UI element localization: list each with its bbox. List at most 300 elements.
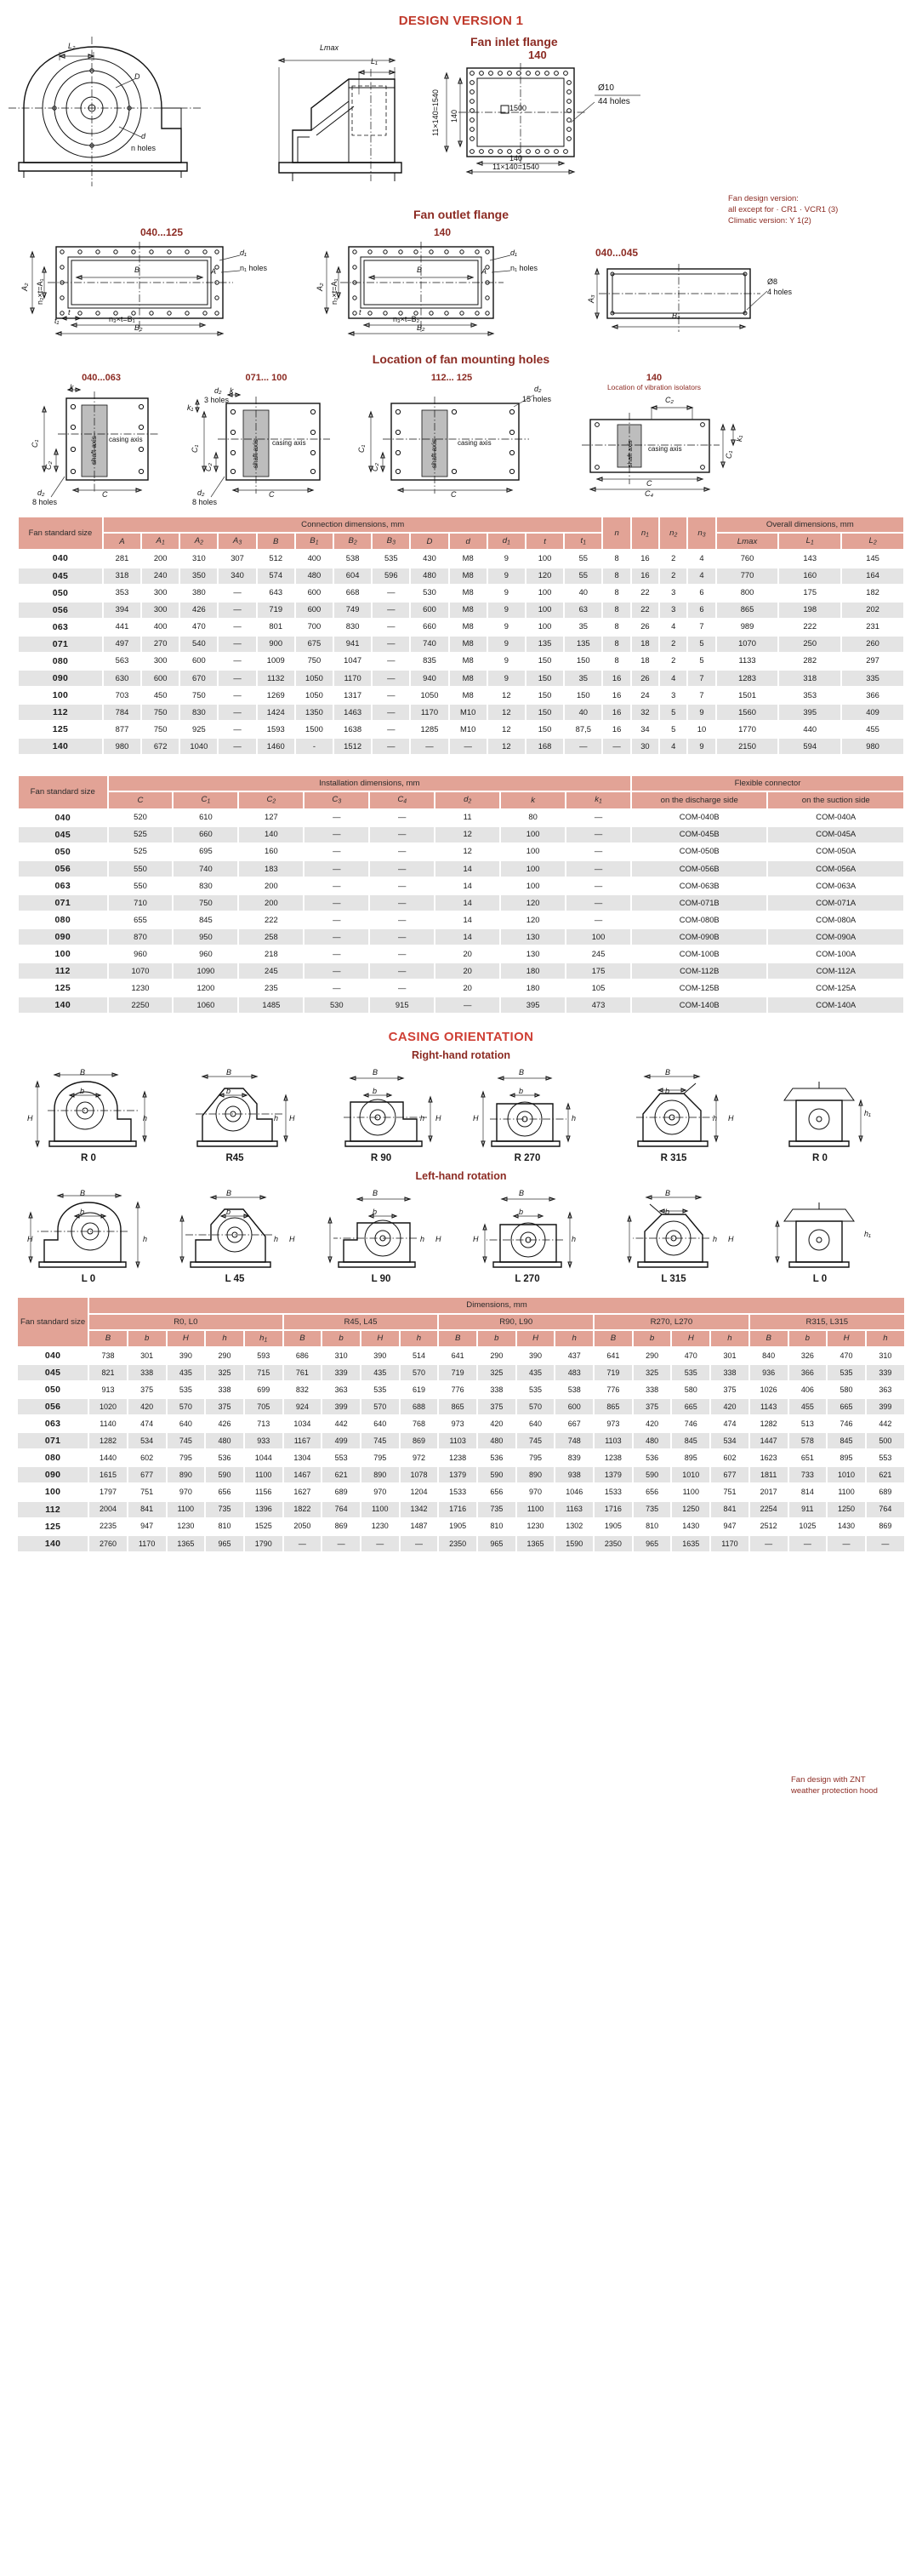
dim-C2-140: C₂ <box>665 396 674 405</box>
table-cell: 6 <box>687 585 715 602</box>
dim-diameter-10: Ø10 <box>598 83 614 93</box>
table-cell: COM-100A <box>767 945 904 962</box>
table-cell: 700 <box>295 619 333 636</box>
mounting-label-040-063: 040...063 <box>82 373 121 383</box>
dim-n3xt-B2: n₃×t=B₂ <box>393 315 420 323</box>
table-cell: 534 <box>128 1432 167 1449</box>
table-cell: — <box>218 721 256 738</box>
table-cell: — <box>218 738 256 755</box>
table-cell: 643 <box>257 585 295 602</box>
table-cell: 933 <box>244 1432 283 1449</box>
table-cell: COM-090A <box>767 928 904 945</box>
table-cell: 1250 <box>827 1501 866 1518</box>
table-cell: 745 <box>167 1432 206 1449</box>
table-row <box>18 619 904 636</box>
table-cell: — <box>372 585 410 602</box>
dim-C2-112: C₂ <box>371 463 379 471</box>
table-cell: 1070 <box>716 636 779 653</box>
right-hand-orientation-row <box>0 1066 922 1163</box>
table-cell: 1285 <box>410 721 448 738</box>
table3-group-2: R90, L90 <box>438 1314 594 1330</box>
table-cell: 300 <box>141 653 179 670</box>
dim-B-label: B <box>665 1189 671 1198</box>
table-cell: 9 <box>487 602 526 619</box>
table-cell: 1046 <box>555 1483 594 1500</box>
table3-sub-20: h <box>866 1330 905 1347</box>
dim-B-center-140: B <box>417 266 423 274</box>
table1-head-row-2 <box>18 533 904 550</box>
table-cell: 1103 <box>594 1432 633 1449</box>
table-cell: 936 <box>749 1364 788 1381</box>
table-cell: 821 <box>88 1364 128 1381</box>
dim-B-label: B <box>519 1189 525 1198</box>
table-cell: 740 <box>410 636 448 653</box>
table-cell: 80 <box>500 809 566 826</box>
table-cell: 640 <box>361 1415 400 1432</box>
dim-b-label: b <box>665 1208 670 1217</box>
table-cell: 795 <box>167 1449 206 1466</box>
dim-b-label: b <box>373 1208 378 1217</box>
table-cell: 300 <box>141 602 179 619</box>
table-cell: 895 <box>827 1449 866 1466</box>
table-cell: 760 <box>716 550 779 567</box>
table-cell: 1487 <box>400 1518 439 1535</box>
table-cell: 399 <box>322 1398 361 1415</box>
table-cell: 222 <box>238 911 304 928</box>
table-cell: 535 <box>167 1381 206 1398</box>
table-cell: 430 <box>410 550 448 567</box>
table-cell: 12 <box>487 738 526 755</box>
table-cell: 135 <box>564 636 602 653</box>
table-cell: — <box>602 738 630 755</box>
mounting-holes-row <box>0 373 922 509</box>
table-cell: 182 <box>841 585 904 602</box>
fan-side-view-drawing <box>267 35 416 192</box>
table-cell: 22 <box>631 585 659 602</box>
table-cell: 400 <box>141 619 179 636</box>
orientation-figure-R0 <box>747 1066 893 1163</box>
table-cell: 3 <box>659 602 687 619</box>
table-cell: 420 <box>477 1415 516 1432</box>
table-cell: 795 <box>361 1449 400 1466</box>
table-cell: 24 <box>631 687 659 704</box>
table3-sub-18: b <box>788 1330 828 1347</box>
table-cell: 832 <box>283 1381 322 1398</box>
table-cell: 745 <box>516 1432 555 1449</box>
table-cell: 960 <box>108 945 174 962</box>
table2-head-row-1 <box>18 775 904 791</box>
fan-inlet-flange-block <box>428 35 904 192</box>
dim-inlet-11x140: 11×140=1540 <box>431 89 440 136</box>
table-cell: 7 <box>687 619 715 636</box>
dim-A-right: A <box>211 267 217 276</box>
table-cell: 338 <box>477 1381 516 1398</box>
table-cell: 719 <box>257 602 295 619</box>
table-cell: 1133 <box>716 653 779 670</box>
table-cell: 406 <box>788 1381 828 1398</box>
table-cell: 656 <box>633 1483 672 1500</box>
table-cell: 202 <box>841 602 904 619</box>
table-cell: 1250 <box>671 1501 710 1518</box>
table1-sub-B2: $B_2$ <box>333 533 372 550</box>
table-cell: 290 <box>633 1347 672 1364</box>
orientation-drawing <box>308 1066 454 1151</box>
dim-h1-label: h₁ <box>864 1109 871 1118</box>
table-cell: — <box>566 894 631 911</box>
table-cell: 325 <box>205 1364 244 1381</box>
table-cell: 1593 <box>257 721 295 738</box>
table-cell: — <box>322 1535 361 1552</box>
dim-H-label: H <box>435 1114 441 1123</box>
table-cell: 350 <box>179 568 218 585</box>
table-cell: 14 <box>435 928 500 945</box>
table-cell: 175 <box>566 962 631 980</box>
table-cell: — <box>218 670 256 687</box>
table-row <box>18 704 904 721</box>
row-size-label: 050 <box>17 1381 88 1398</box>
table3-head <box>17 1297 905 1347</box>
table-cell: 1103 <box>438 1432 477 1449</box>
table-cell: 764 <box>866 1501 905 1518</box>
table-cell: 326 <box>788 1347 828 1364</box>
table-cell: 11 <box>435 809 500 826</box>
table-cell: 143 <box>778 550 841 567</box>
outlet-flange-040-125 <box>17 226 306 340</box>
table-cell: 1379 <box>594 1466 633 1483</box>
table1-col-size: Fan standard size <box>18 517 103 550</box>
table-cell: COM-056B <box>631 860 767 877</box>
table-cell: 353 <box>103 585 141 602</box>
table-cell: 1100 <box>671 1483 710 1500</box>
table-cell: 801 <box>257 619 295 636</box>
table-cell: 574 <box>257 568 295 585</box>
table-cell: 14 <box>435 894 500 911</box>
table-cell: 164 <box>841 568 904 585</box>
orientation-drawing <box>15 1187 162 1272</box>
row-size-label: 112 <box>18 962 108 980</box>
table-cell: 150 <box>564 653 602 670</box>
orientation-figure-L0 <box>747 1187 893 1284</box>
table-cell: 940 <box>410 670 448 687</box>
table-cell: 366 <box>841 687 904 704</box>
table-cell: 960 <box>173 945 238 962</box>
table-cell: 869 <box>866 1518 905 1535</box>
table3-sub-12: h <box>555 1330 594 1347</box>
table-cell: 9 <box>487 670 526 687</box>
table-cell: 600 <box>410 602 448 619</box>
table-cell: 10 <box>687 721 715 738</box>
table-cell: 325 <box>633 1364 672 1381</box>
table-cell: 8 <box>602 568 630 585</box>
inlet-flange-drawing <box>428 61 904 174</box>
table-cell: 222 <box>778 619 841 636</box>
table-cell: 535 <box>361 1381 400 1398</box>
table1-sub-L2: $L_2$ <box>841 533 904 550</box>
table-cell: — <box>304 826 369 843</box>
table-cell: — <box>566 877 631 894</box>
table-cell: — <box>566 860 631 877</box>
label-8-holes: 8 holes <box>32 498 58 506</box>
table-cell: 281 <box>103 550 141 567</box>
table-cell: 1500 <box>295 721 333 738</box>
right-hand-rotation-title: Right-hand rotation <box>412 1049 510 1062</box>
table-cell: 20 <box>435 962 500 980</box>
table-cell: 570 <box>400 1364 439 1381</box>
table-cell: 751 <box>710 1483 749 1500</box>
table-cell: 1044 <box>244 1449 283 1466</box>
table-cell: 16 <box>602 721 630 738</box>
dim-n3xt-B1: n₃×t=B₁ <box>109 315 135 323</box>
orientation-figure-R0 <box>15 1066 162 1163</box>
table2-sub-discharge: on the discharge side <box>631 791 767 808</box>
dim-C-112: C <box>451 490 457 499</box>
table1-sub-B3: $B_3$ <box>372 533 410 550</box>
dim-n2xt-A1-140: n₂×t=A₁ <box>330 278 339 305</box>
znt-note <box>791 1775 910 1797</box>
table-cell: 1501 <box>716 687 779 704</box>
table-cell: 814 <box>788 1483 828 1500</box>
table-cell: 301 <box>128 1347 167 1364</box>
table1-sub-A3: $A_3$ <box>218 533 256 550</box>
table-cell: 1430 <box>671 1518 710 1535</box>
table-cell: 1060 <box>173 997 238 1014</box>
table-cell: 1302 <box>555 1518 594 1535</box>
table-cell: — <box>566 826 631 843</box>
table-cell: 340 <box>218 568 256 585</box>
dim-B2-bottom: B₂ <box>134 323 143 332</box>
table-cell: — <box>566 843 631 860</box>
dim-C-071: C <box>269 490 275 499</box>
table-cell: 865 <box>716 602 779 619</box>
table3-group-3: R270, L270 <box>594 1314 749 1330</box>
table-cell: 667 <box>555 1415 594 1432</box>
table-cell: 699 <box>244 1381 283 1398</box>
orientation-figure-L90 <box>308 1187 454 1284</box>
table-cell: 512 <box>257 550 295 567</box>
table2-group-flex: Flexible connector <box>631 775 904 791</box>
table-cell: 474 <box>710 1415 749 1432</box>
table2-group-install: Installation dimensions, mm <box>108 775 632 791</box>
table-cell: 715 <box>244 1364 283 1381</box>
table-cell: 965 <box>205 1535 244 1552</box>
dim-H-label: H <box>27 1114 33 1123</box>
table-cell: 441 <box>103 619 141 636</box>
orientation-label: R45 <box>225 1153 244 1164</box>
dim-h-label: h <box>420 1235 425 1244</box>
table-cell: 1770 <box>716 721 779 738</box>
table1-head-row-1 <box>18 517 904 533</box>
table-row <box>18 568 904 585</box>
table-cell: M8 <box>449 619 487 636</box>
table-cell: 1365 <box>167 1535 206 1552</box>
table1-col-n: n <box>602 517 630 550</box>
table-cell: 140 <box>238 826 304 843</box>
table-cell: 4 <box>659 738 687 755</box>
table-cell: 1615 <box>88 1466 128 1483</box>
table3-body <box>17 1347 905 1552</box>
table-cell: 455 <box>841 721 904 738</box>
table-cell: 710 <box>108 894 174 911</box>
table1-sub-d1: $d_1$ <box>487 533 526 550</box>
table-row <box>18 636 904 653</box>
table-cell: COM-080A <box>767 911 904 928</box>
table-cell: 735 <box>633 1501 672 1518</box>
table-cell: 1170 <box>410 704 448 721</box>
top-drawings-row <box>0 35 922 192</box>
dim-C1-112: C₁ <box>357 444 366 453</box>
table-cell: 310 <box>866 1347 905 1364</box>
table-cell: 1283 <box>716 670 779 687</box>
dim-h-label: h <box>274 1235 279 1244</box>
table-cell: 20 <box>435 980 500 997</box>
table-cell: 1170 <box>128 1535 167 1552</box>
table-cell: 390 <box>361 1347 400 1364</box>
table-cell: 32 <box>631 704 659 721</box>
table3-sub-14: b <box>633 1330 672 1347</box>
dim-H-label: H <box>289 1235 295 1244</box>
table-cell: COM-071B <box>631 894 767 911</box>
table-cell: 435 <box>516 1364 555 1381</box>
table-row <box>18 980 904 997</box>
table-cell: 604 <box>333 568 372 585</box>
table-cell: 2254 <box>749 1501 788 1518</box>
table-cell: 325 <box>477 1364 516 1381</box>
table-cell: - <box>295 738 333 755</box>
table-cell: 8 <box>602 619 630 636</box>
table-cell: 550 <box>108 877 174 894</box>
row-size-label: 063 <box>18 619 103 636</box>
table-cell: 594 <box>778 738 841 755</box>
table-row <box>17 1501 905 1518</box>
note-line-2: all except for · CR1 · VCR1 (3) <box>728 204 839 214</box>
table-row <box>18 653 904 670</box>
table-cell: 231 <box>841 619 904 636</box>
table-cell: 9 <box>487 568 526 585</box>
table-cell: 656 <box>477 1483 516 1500</box>
orientation-label: R 315 <box>660 1153 687 1164</box>
table-cell: 651 <box>788 1449 828 1466</box>
dim-d2-112: d₂ <box>534 385 542 393</box>
table-cell: 9 <box>487 550 526 567</box>
table-cell: 100 <box>526 585 564 602</box>
table-cell: 100 <box>500 860 566 877</box>
table-cell: 450 <box>141 687 179 704</box>
casing-orientation-title: CASING ORIENTATION <box>388 1030 534 1045</box>
table-cell: 713 <box>244 1415 283 1432</box>
table3-col-size: Fan standard size <box>17 1297 88 1347</box>
label-casing-axis-140: casing axis <box>648 445 682 454</box>
dim-d1-140: d₁ <box>510 248 517 257</box>
row-size-label: 063 <box>18 877 108 894</box>
row-size-label: 045 <box>18 826 108 843</box>
table-row <box>18 550 904 567</box>
table-cell: 339 <box>866 1364 905 1381</box>
table-cell: 9 <box>487 585 526 602</box>
table-cell: 890 <box>167 1466 206 1483</box>
table-cell: 941 <box>333 636 372 653</box>
table-cell: 538 <box>333 550 372 567</box>
znt-note-line-1: Fan design with ZNT <box>791 1775 866 1785</box>
table-cell: — <box>435 997 500 1014</box>
dim-B-label: B <box>373 1189 378 1198</box>
table-cell: 750 <box>179 687 218 704</box>
table-cell: 480 <box>205 1432 244 1449</box>
table-cell: — <box>400 1535 439 1552</box>
table-cell: 1716 <box>438 1501 477 1518</box>
table-cell: 1463 <box>333 704 372 721</box>
left-hand-orientation-row <box>0 1187 922 1284</box>
table-cell: 640 <box>516 1415 555 1432</box>
table-cell: 1635 <box>671 1535 710 1552</box>
table-cell: 950 <box>173 928 238 945</box>
label-8-holes-071: 8 holes <box>192 498 218 506</box>
table-cell: 426 <box>205 1415 244 1432</box>
table-cell: 749 <box>333 602 372 619</box>
table-cell: 150 <box>526 653 564 670</box>
table-cell: COM-112A <box>767 962 904 980</box>
table-cell: 339 <box>322 1364 361 1381</box>
table-cell: 656 <box>205 1483 244 1500</box>
table-row <box>18 738 904 755</box>
table1-sub-Lmax: Lmax <box>716 533 779 550</box>
table-cell: 750 <box>295 653 333 670</box>
table-cell: 1638 <box>333 721 372 738</box>
orientation-drawing <box>747 1187 893 1272</box>
table-cell: 2350 <box>594 1535 633 1552</box>
table-cell: 318 <box>778 670 841 687</box>
table-cell: 5 <box>687 653 715 670</box>
table-cell: 1090 <box>173 962 238 980</box>
table-cell: COM-112B <box>631 962 767 980</box>
table3-sub-15: H <box>671 1330 710 1347</box>
table-cell: 100 <box>500 826 566 843</box>
orientation-figure-L315 <box>600 1187 747 1284</box>
table-cell: 1485 <box>238 997 304 1014</box>
table-cell: 300 <box>141 585 179 602</box>
table-cell: 947 <box>128 1518 167 1535</box>
table-cell: 703 <box>103 687 141 704</box>
table-cell: 290 <box>205 1347 244 1364</box>
table3-sub-1: b <box>128 1330 167 1347</box>
dim-H-label: H <box>473 1235 479 1244</box>
fan-inlet-flange-size: 140 <box>528 49 547 61</box>
table-cell: — <box>369 826 435 843</box>
dim-inlet-1500: 1500 <box>509 104 527 112</box>
table-cell: 590 <box>633 1466 672 1483</box>
table-cell: — <box>304 860 369 877</box>
table-row <box>17 1432 905 1449</box>
table-cell: COM-100B <box>631 945 767 962</box>
table2-sub-C: C <box>108 791 174 808</box>
table-cell: 20 <box>435 945 500 962</box>
table3-sub-16: h <box>710 1330 749 1347</box>
dim-C4-140: C₄ <box>645 489 654 499</box>
table-cell: 563 <box>103 653 141 670</box>
table-cell: 7 <box>687 670 715 687</box>
orientation-label: R 90 <box>370 1153 392 1164</box>
orientation-figure-L0 <box>15 1187 162 1284</box>
table-cell: 1379 <box>438 1466 477 1483</box>
row-size-label: 071 <box>18 894 108 911</box>
table-cell: 16 <box>602 670 630 687</box>
table-cell: 400 <box>295 550 333 567</box>
table-cell: — <box>788 1535 828 1552</box>
dim-k: k <box>70 383 74 391</box>
table-cell: 750 <box>141 721 179 738</box>
table-cell: — <box>304 911 369 928</box>
table1-sub-A: A <box>103 533 141 550</box>
table-cell: 14 <box>435 911 500 928</box>
